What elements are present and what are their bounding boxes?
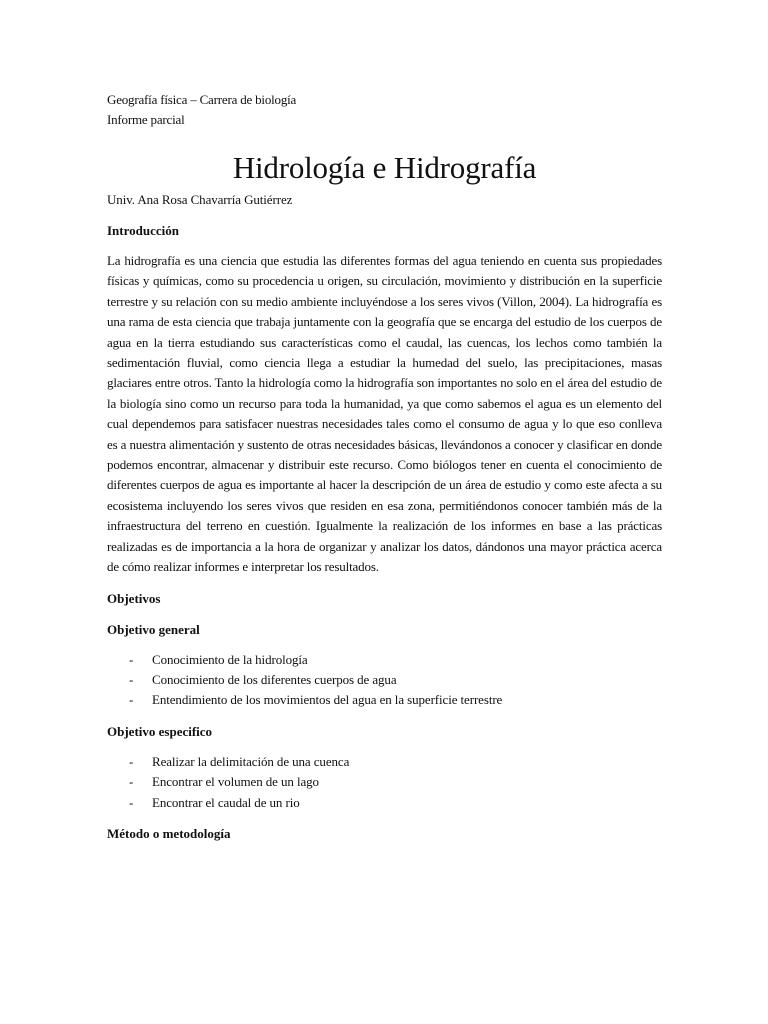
list-dash: - xyxy=(129,671,134,687)
list-item xyxy=(107,772,662,792)
list-item xyxy=(107,670,662,690)
list-item xyxy=(107,690,662,710)
list-item-text: Entendimiento de los movimientos del agua en la superficie terrestre xyxy=(152,692,503,708)
list-item xyxy=(107,793,662,813)
list-item-text: Encontrar el volumen de un lago xyxy=(152,774,319,790)
method-heading: Método o metodología xyxy=(107,825,231,841)
list-item-text: Conocimiento de la hidrología xyxy=(152,651,308,667)
list-item xyxy=(107,752,662,772)
document-title: Hidrología e Hidrografía xyxy=(232,150,537,185)
general-objective-heading: Objetivo general xyxy=(107,621,200,637)
objectives-heading: Objetivos xyxy=(107,590,161,606)
list-item xyxy=(107,650,662,670)
list-dash: - xyxy=(129,651,134,667)
document-page xyxy=(107,90,662,844)
course-line: Geografía física – Carrera de biología xyxy=(107,92,297,107)
introduction-heading: Introducción xyxy=(107,223,179,238)
report-type-line: Informe parcial xyxy=(107,112,185,127)
list-dash: - xyxy=(129,692,134,708)
specific-objectives-list xyxy=(107,752,662,813)
list-item-text: Conocimiento de los diferentes cuerpos de agua xyxy=(152,671,397,687)
list-dash: - xyxy=(129,794,134,810)
author-line: Univ. Ana Rosa Chavarría Gutiérrez xyxy=(107,192,293,207)
list-dash: - xyxy=(129,753,134,769)
list-item-text: Encontrar el caudal de un rio xyxy=(152,794,300,810)
general-objectives-list xyxy=(107,650,662,711)
specific-objective-heading: Objetivo especifico xyxy=(107,723,213,739)
list-dash: - xyxy=(129,774,134,790)
list-item-text: Realizar la delimitación de una cuenca xyxy=(152,753,350,769)
introduction-paragraph: La hidrografía es una ciencia que estudia las diferentes formas del agua teniendo en cuenta sus propiedades físicas y químicas, como su procedencia u origen, su circulación, movimiento y distribución en la superficie terrestre y su relación con su medio ambiente incluyéndose a los seres vivos (Villon, 2004). La hidrografía es una rama de esta ciencia que trabaja juntamente con la geografía que se encarga del estudio de los cuerpos de agua en la tierra estudiando sus características como el caudal, las cuencas, los lechos como también la sedimentación fluvial, como ciencia llega a estudiar la humedad del suelo, las precipitaciones, masas glaciares entre otros. Tanto la hidrología como la hidrografía son importantes no solo en el área del estudio de la biología sino como un recurso para toda la humanidad, ya que como sabemos el agua es un elemento del cual dependemos para satisfacer nuestras necesidades tales como el consumo de agua y lo que eso conlleva es a nuestra alimentación y sustento de otras necesidades básicas, llevándonos a conocer y clasificar en donde podemos encontrar, almacenar y distribuir este recurso. Como biólogos tener en cuenta el conocimiento de diferentes cuerpos de agua es importante al hacer la descripción de un área de estudio y como este afecta a su ecosistema incluyendo los seres vivos que residen en esa zona, permitiéndonos conocer también más de la infraestructura del terreno en cuestión. Igualmente la realización de los informes en base a las prácticas realizadas es de importancia a la hora de organizar y analizar los datos, dándonos una mayor práctica acerca de cómo realizar informes e interpretar los resultados. xyxy=(107,253,662,575)
